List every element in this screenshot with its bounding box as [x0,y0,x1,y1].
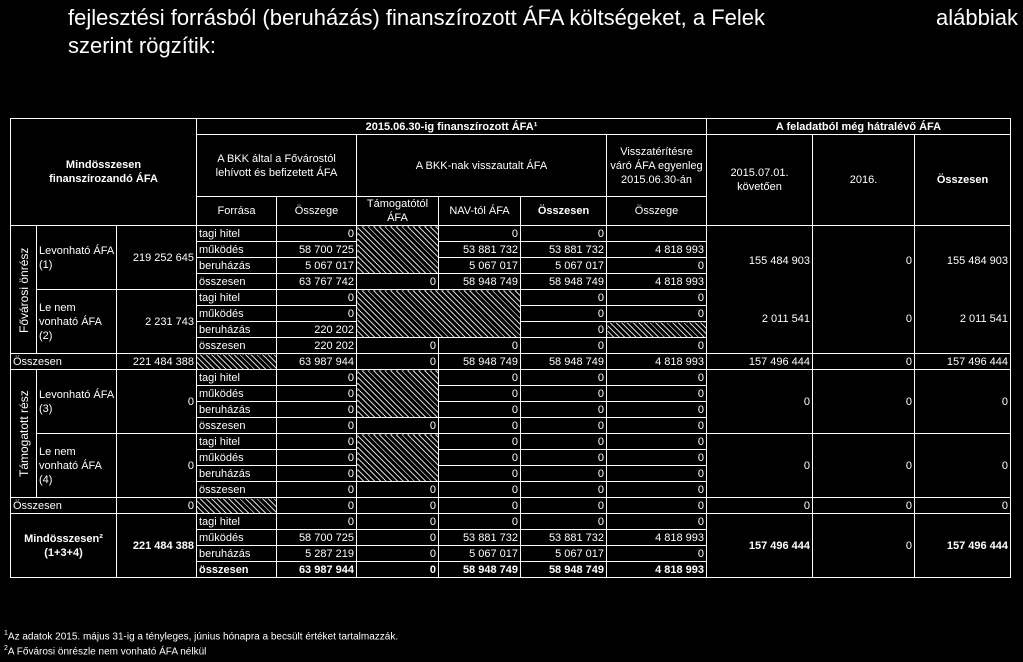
label-osszesen: Összesen [11,354,117,370]
table-row [11,370,1011,386]
header-bkk-requested: A BKK által a Fővárostól lehívott és befizetett ÁFA [197,135,357,197]
cell: 0 [521,290,607,306]
cell: 0 [521,386,607,402]
cell: 0 [277,226,357,242]
cell: 0 [521,306,607,322]
cell: 63 987 944 [277,354,357,370]
cell: 220 202 [277,338,357,354]
cell: 0 [915,434,1011,498]
source-label: összesen [197,562,277,578]
cell: 157 496 444 [707,514,813,578]
section-fovarosi: Fővárosi önrész [11,226,37,354]
hatched-cell [197,354,277,370]
cell: 0 [439,418,521,434]
footnote-2: $^2$A Fővárosi önrészle nem vonható ÁFA nélkül [4,645,207,658]
cell: 0 [607,386,707,402]
lenem2-total: 2 231 743 [117,290,197,354]
cell: 58 948 749 [521,354,607,370]
cell: 0 [357,338,439,354]
source-label: beruházás [197,546,277,562]
cell: 221 484 388 [117,354,197,370]
cell: 0 [521,402,607,418]
cell: 0 [607,402,707,418]
source-label: tagi hitel [197,434,277,450]
cell: 0 [607,434,707,450]
cell: 0 [607,258,707,274]
cell: 0 [439,402,521,418]
source-label: tagi hitel [197,370,277,386]
cell: 0 [813,434,915,498]
cell: 157 496 444 [915,514,1011,578]
hatched-cell [357,370,439,418]
cell: 0 [813,498,915,514]
cell: 63 987 944 [277,562,357,578]
cell: 0 [707,434,813,498]
cell: 0 [607,482,707,498]
cell: 0 [521,226,607,242]
cell: 0 [521,514,607,530]
cell: 53 881 732 [521,242,607,258]
cell: 0 [521,450,607,466]
cell: 0 [439,386,521,402]
source-label: tagi hitel [197,514,277,530]
cell: 0 [607,546,707,562]
hatched-cell [357,226,439,274]
cell: 53 881 732 [521,530,607,546]
cell: 0 [357,354,439,370]
source-label: működés [197,242,277,258]
cell: 0 [607,498,707,514]
header-remaining-group: A feladatból még hátralévő ÁFA [707,119,1011,135]
cell: 0 [277,386,357,402]
header-from-grant: Támogatótól ÁFA [357,197,439,226]
header-after-date: 2015.07.01. követően [707,135,813,226]
cell: 0 [277,306,357,322]
cell: 53 881 732 [439,242,521,258]
table-row [11,354,1011,370]
cell: 0 [117,370,197,434]
cell: 0 [439,466,521,482]
cell: 0 [357,514,439,530]
source-label: működés [197,386,277,402]
label-lev3: Levonható ÁFA (3) [37,370,117,434]
cell: 0 [915,498,1011,514]
table-row [11,434,1011,450]
header-refund-balance: Visszatérítésre váró ÁFA egyenleg 2015.06.30-án [607,135,707,197]
cell: 58 700 725 [277,530,357,546]
cell: 0 [521,434,607,450]
header-total: Összesen [915,135,1011,226]
label-mind: Mindösszesen² (1+3+4) [11,514,117,578]
cell: 0 [277,418,357,434]
label-lenem4: Le nem vonható ÁFA (4) [37,434,117,498]
header-main-total: Mindösszesen finanszírozandó ÁFA [11,119,197,226]
cell: 0 [439,370,521,386]
cell: 0 [277,434,357,450]
cell: 0 [357,562,439,578]
header-forras: Forrása [197,197,277,226]
cell: 0 [117,434,197,498]
cell: 0 [521,498,607,514]
remaining-cell: 155 484 903 2 011 541 [915,226,1011,354]
cell: 4 818 993 [607,274,707,290]
vat-table [10,118,1011,578]
cell: 0 [277,466,357,482]
table-row [11,226,1011,242]
cell: 58 948 749 [521,562,607,578]
cell: 0 [439,450,521,466]
cell: 0 [357,482,439,498]
header-financed-group: 2015.06.30-ig finanszírozott ÁFA¹ [197,119,707,135]
cell: 0 [607,338,707,354]
hatched-cell [357,434,439,482]
cell: 0 [277,290,357,306]
header-osszege: Összege [277,197,357,226]
cell: 0 [439,434,521,450]
cell: 0 [439,514,521,530]
cell: 0 [357,530,439,546]
cell: 4 818 993 [607,354,707,370]
cell: 0 [277,498,357,514]
cell: 0 [607,418,707,434]
source-label: összesen [197,338,277,354]
cell: 0 [813,370,915,434]
cell: 0 [521,338,607,354]
header-2016: 2016. [813,135,915,226]
label-lenem2: Le nem vonható ÁFA (2) [37,290,117,354]
cell: 0 [607,290,707,306]
cell: 0 [707,370,813,434]
label-lev1: Levonható ÁFA (1) [37,226,117,290]
cell: 0 [521,466,607,482]
cell: 0 [277,402,357,418]
cell: 221 484 388 [117,514,197,578]
source-label: tagi hitel [197,290,277,306]
intro-line1: fejlesztési forrásból (beruházás) finanszírozott ÁFA költségeket, a Felek [68,5,765,30]
cell: 157 496 444 [707,354,813,370]
source-label: összesen [197,274,277,290]
cell: 0 [357,274,439,290]
cell: 0 [521,418,607,434]
intro-text [68,4,1018,60]
source-label: beruházás [197,258,277,274]
cell: 5 067 017 [521,546,607,562]
cell: 0 [277,482,357,498]
table-row [11,514,1011,530]
intro-line2: szerint rögzítik: [68,33,216,58]
cell: 0 [277,370,357,386]
lev1-total: 219 252 645 [117,226,197,290]
cell: 0 [607,370,707,386]
cell: 0 [521,370,607,386]
cell: 157 496 444 [915,354,1011,370]
cell: 0 [521,482,607,498]
cell: 58 948 749 [439,562,521,578]
cell: 58 948 749 [439,354,521,370]
hatched-cell [197,498,277,514]
header-bkk-reclaimed: A BKK-nak visszautalt ÁFA [357,135,607,197]
cell [607,226,707,242]
cell: 5 287 219 [277,546,357,562]
cell: 58 948 749 [521,274,607,290]
cell: 0 [277,450,357,466]
cell: 220 202 [277,322,357,338]
source-label: beruházás [197,402,277,418]
source-label: működés [197,450,277,466]
footnote-1: $^1$Az adatok 2015. május 31-ig a tényleges, június hónapra a becsült értéket tartalmazzák. [4,630,399,643]
cell: 0 [439,338,521,354]
cell: 4 818 993 [607,530,707,546]
cell: 0 [357,418,439,434]
source-label: működés [197,306,277,322]
source-label: összesen [197,482,277,498]
source-label: összesen [197,418,277,434]
cell: 5 067 017 [439,546,521,562]
remaining-cell: 155 484 903 2 011 541 [707,226,813,354]
cell: 5 067 017 [277,258,357,274]
cell: 0 [277,514,357,530]
cell: 53 881 732 [439,530,521,546]
cell: 0 [607,514,707,530]
cell: 5 067 017 [439,258,521,274]
cell: 0 [439,226,521,242]
cell: 0 [607,450,707,466]
hatched-cell [357,290,521,338]
header-from-nav: NAV-tól ÁFA [439,197,521,226]
cell: 0 [607,466,707,482]
table-row [11,498,1011,514]
hatched-cell [607,322,707,338]
cell: 0 [117,498,197,514]
cell: 4 818 993 [607,242,707,258]
cell: 58 948 749 [439,274,521,290]
header-osszesen: Összesen [521,197,607,226]
cell: 0 [439,482,521,498]
cell: 63 767 742 [277,274,357,290]
intro-line1-tail: alábbiak [936,5,1018,30]
source-label: beruházás [197,466,277,482]
cell: 0 [357,498,439,514]
cell: 0 [707,498,813,514]
cell: 0 [915,370,1011,434]
cell: 5 067 017 [521,258,607,274]
label-osszesen: Összesen [11,498,117,514]
cell: 0 [357,546,439,562]
cell: 0 [607,306,707,322]
source-label: működés [197,530,277,546]
source-label: beruházás [197,322,277,338]
cell: 58 700 725 [277,242,357,258]
cell: 0 [439,498,521,514]
cell: 4 818 993 [607,562,707,578]
section-tamogatott: Támogatott rész [11,370,37,498]
remaining-cell: 0 0 [813,226,915,354]
cell: 0 [813,354,915,370]
source-label: tagi hitel [197,226,277,242]
cell: 0 [521,322,607,338]
cell: 0 [813,514,915,578]
header-osszege2: Összege [607,197,707,226]
